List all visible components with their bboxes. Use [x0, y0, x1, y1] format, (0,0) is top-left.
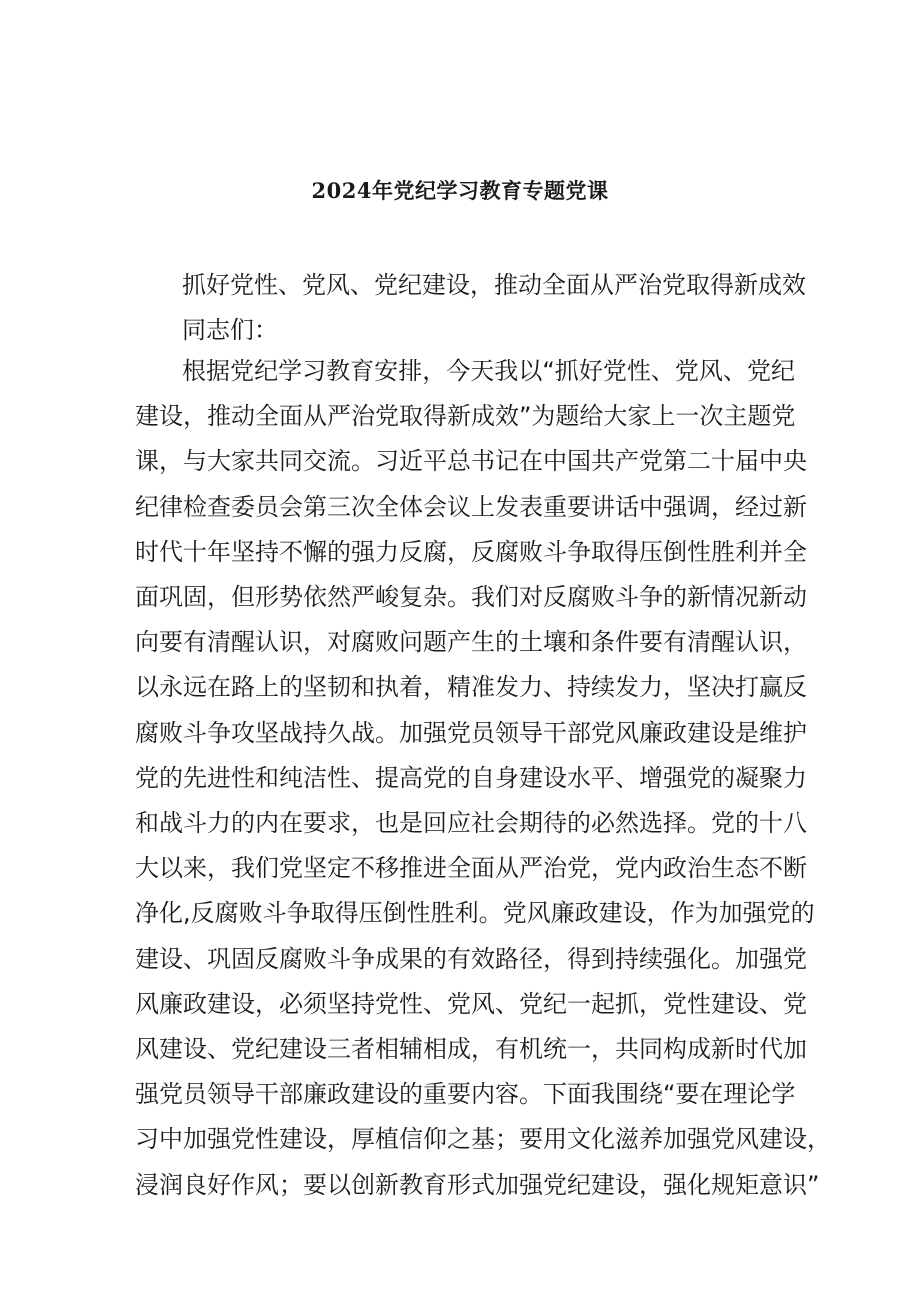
body-line: 纪律检查委员会第三次全体会议上发表重要讲话中强调，经过新	[135, 492, 807, 521]
body-line: 建设、巩固反腐败斗争成果的有效路径，得到持续强化。加强党	[135, 944, 807, 973]
salutation: 同志们：	[182, 316, 278, 344]
document-subtitle: 抓好党性、党风、党纪建设，推动全面从严治党取得新成效	[182, 271, 806, 299]
body-line: 时代十年坚持不懈的强力反腐，反腐败斗争取得压倒性胜利并全	[135, 537, 807, 566]
body-line: 强党员领导干部廉政建设的重要内容。下面我围绕“要在理论学	[135, 1080, 796, 1109]
body-line: 和战斗力的内在要求，也是回应社会期待的必然选择。党的十八	[135, 809, 807, 837]
body-line: 浸润良好作风；要以创新教育形式加强党纪建设，强化规矩意识”	[135, 1170, 820, 1199]
body-line: 习中加强党性建设，厚植信仰之基；要用文化滋养加强党风建设，	[135, 1125, 831, 1154]
body-line: 腐败斗争攻坚战持久战。加强党员领导干部党风廉政建设是维护	[135, 718, 807, 747]
body-line: 大以来，我们党坚定不移推进全面从严治党，党内政治生态不断	[135, 854, 807, 883]
document-title: 2024年党纪学习教育专题党课	[311, 178, 609, 203]
body-line: 风廉政建设，必须坚持党性、党风、党纪一起抓，党性建设、党	[135, 989, 807, 1018]
body-line: 根据党纪学习教育安排，今天我以“抓好党性、党风、党纪	[182, 357, 795, 385]
body-line: 向要有清醒认识，对腐败问题产生的土壤和条件要有清醒认识，	[135, 628, 807, 657]
body-line: 净化,反腐败斗争取得压倒性胜利。党风廉政建设，作为加强党的	[135, 899, 815, 928]
body-line: 面巩固，但形势依然严峻复杂。我们对反腐败斗争的新情况新动	[135, 583, 807, 611]
body-line: 课，与大家共同交流。习近平总书记在中国共产党第二十届中央	[135, 447, 807, 476]
body-line: 以永远在路上的坚韧和执着，精准发力、持续发力，坚决打赢反	[135, 673, 807, 702]
body-line: 党的先进性和纯洁性、提高党的自身建设水平、增强党的凝聚力	[135, 763, 807, 792]
body-line: 风建设、党纪建设三者相辅相成，有机统一，共同构成新时代加	[135, 1035, 807, 1063]
body-line: 建设，推动全面从严治党取得新成效”为题给大家上一次主题党	[135, 402, 796, 431]
